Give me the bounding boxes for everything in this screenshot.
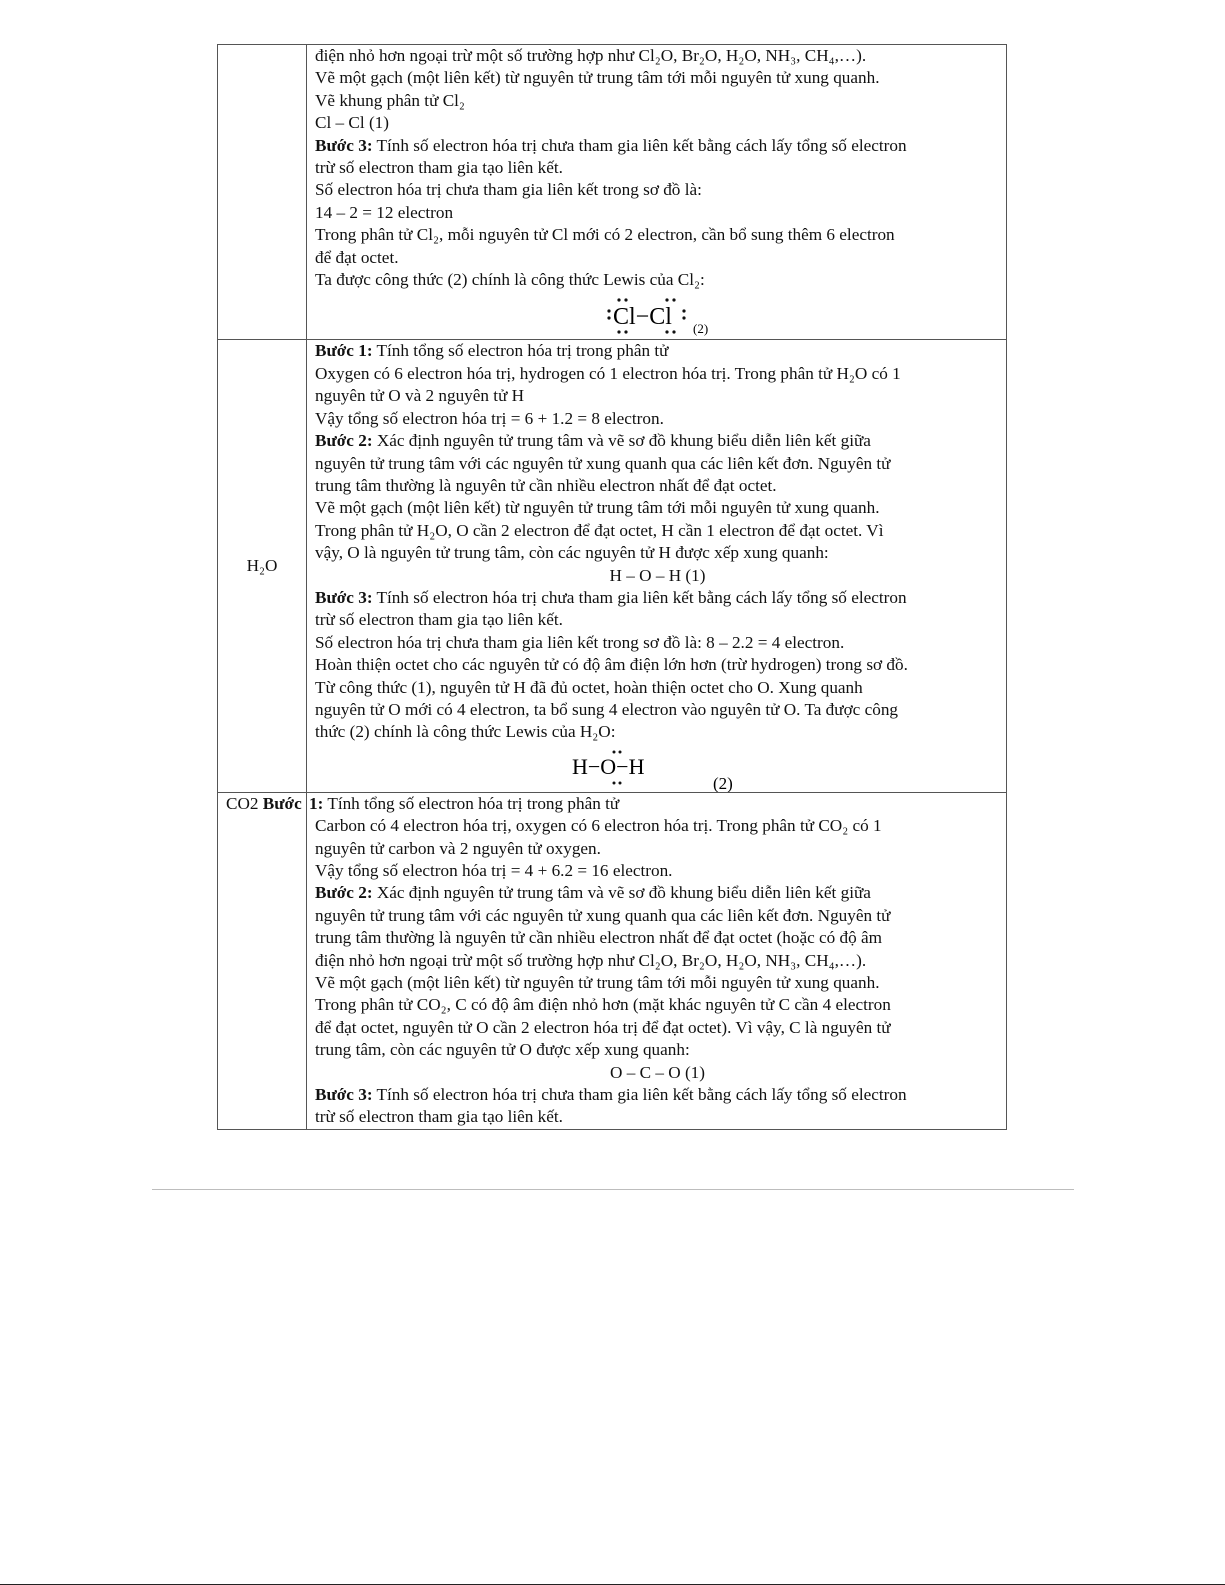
molecule-label: CO2: [226, 793, 259, 813]
text-line: Trong phân tử CO₂, C có độ âm điện nhỏ hơn (mặt khác nguyên tử C cần 4 electron: [315, 995, 891, 1015]
text-line: 14 – 2 = 12 electron: [315, 202, 454, 222]
lewis-h2o-drawing: [315, 744, 1075, 792]
formula-tag: (2): [713, 773, 733, 792]
text-line: trừ số electron tham gia tạo liên kết.: [315, 1107, 563, 1127]
lewis-structure-h2o: [315, 744, 1000, 792]
lone-pair-dot: [665, 299, 668, 302]
text-line: để đạt octet, nguyên tử O cần 2 electron hóa trị để đạt octet). Vì vậy, C là nguyên tử: [315, 1017, 891, 1037]
step-text: Tính số electron hóa trị chưa tham gia liên kết bằng cách lấy tổng số electron: [372, 1085, 907, 1105]
lone-pair-dot: [613, 750, 616, 753]
lone-pair-dot: [607, 317, 610, 320]
lone-pair-dot: [672, 331, 675, 334]
step-label: Bước 2:: [315, 431, 373, 451]
lone-pair-dot: [617, 331, 620, 334]
text-line: Trong phân tử H₂O, O cần 2 electron để đạt octet, H cần 1 electron để đạt octet. Vì: [315, 520, 884, 540]
text-line: Số electron hóa trị chưa tham gia liên kết trong sơ đồ là: 8 – 2.2 = 4 electron.: [315, 632, 845, 652]
step-1-line: [315, 340, 1000, 362]
lone-pair-dot: [607, 310, 610, 313]
text-line: trừ số electron tham gia tạo liên kết.: [315, 158, 563, 178]
table-row-cl2-continued: [218, 45, 1007, 340]
step-2-line: [315, 882, 1000, 904]
explanation-cell-cl2: [307, 45, 1007, 340]
step-text: Tính số electron hóa trị chưa tham gia liên kết bằng cách lấy tổng số electron: [372, 587, 907, 607]
lone-pair-dot: [682, 317, 685, 320]
text-line: Vẽ một gạch (một liên kết) từ nguyên tử trung tâm tới mỗi nguyên tử xung quanh.: [315, 498, 880, 518]
step-3-line: [315, 1084, 1000, 1106]
step-3-line: [315, 135, 1000, 157]
text-line: trừ số electron tham gia tạo liên kết.: [315, 610, 563, 630]
lone-pair-dot: [617, 299, 620, 302]
molecule-cell-co2: [218, 792, 307, 1129]
step-text: Tính số electron hóa trị chưa tham gia liên kết bằng cách lấy tổng số electron: [372, 135, 907, 155]
text-line: Số electron hóa trị chưa tham gia liên kết trong sơ đồ là:: [315, 180, 702, 200]
step-label: Bước 3:: [315, 1085, 373, 1105]
text-line: Vẽ một gạch (một liên kết) từ nguyên tử trung tâm tới mỗi nguyên tử xung quanh.: [315, 68, 880, 88]
step-1-line: [309, 793, 1000, 815]
text-line: Vẽ khung phân tử Cl₂: [315, 90, 465, 110]
text-line: Oxygen có 6 electron hóa trị, hydrogen có 1 electron hóa trị. Trong phân tử H₂O có 1: [315, 363, 901, 383]
molecule-cell-h2o: [218, 340, 307, 792]
step-label: Bước 1:: [315, 341, 373, 361]
text-line: trung tâm, còn các nguyên tử O được xếp xung quanh:: [315, 1040, 690, 1060]
text-line: điện nhỏ hơn ngoại trừ một số trường hợp như Cl₂O, Br₂O, H₂O, NH₃, CH₄,…).: [315, 46, 867, 65]
text-line: Từ công thức (1), nguyên tử H đã đủ octet, hoàn thiện octet cho O. Xung quanh: [315, 677, 863, 697]
step-2-line: [315, 430, 1000, 452]
text-line: nguyên tử O và 2 nguyên tử H: [315, 386, 525, 406]
lone-pair-dot: [624, 331, 627, 334]
step-text: Xác định nguyên tử trung tâm và vẽ sơ đồ khung biểu diễn liên kết giữa: [372, 431, 871, 451]
lone-pair-dot: [619, 750, 622, 753]
step-text: Tính tổng số electron hóa trị trong phân tử: [323, 793, 620, 813]
document-table-container: [217, 44, 1007, 1130]
co2-body: [309, 815, 1000, 1129]
text-line: Vậy tổng số electron hóa trị = 4 + 6.2 = 16 electron.: [315, 861, 673, 880]
page-divider: [152, 1189, 1074, 1190]
lone-pair-dot: [672, 299, 675, 302]
lone-pair-dot: [613, 781, 616, 784]
text-line: nguyên tử carbon và 2 nguyên tử oxygen.: [315, 838, 601, 858]
lewis-cl2-drawing: [315, 291, 1075, 339]
lone-pair-dot: [624, 299, 627, 302]
text-line: điện nhỏ hơn ngoại trừ một số trường hợp như Cl₂O, Br₂O, H₂O, NH₃, CH₄,…).: [315, 950, 867, 970]
step-text: Xác định nguyên tử trung tâm và vẽ sơ đồ khung biểu diễn liên kết giữa: [372, 883, 871, 903]
table-row-h2o: [218, 340, 1007, 792]
lone-pair-dot: [665, 331, 668, 334]
lewis-formula: H−O−H: [572, 753, 645, 779]
step-3-line: [315, 587, 1000, 609]
molecule-label: H₂O: [246, 555, 278, 575]
step-label: Bước 3:: [315, 135, 373, 155]
text-line: trung tâm thường là nguyên tử cần nhiều electron nhất để đạt octet (hoặc có độ âm: [315, 928, 883, 948]
step-label: Bước 3:: [315, 587, 373, 607]
lewis-structure-cl2: [315, 291, 1000, 339]
step-text: Tính tổng số electron hóa trị trong phân tử: [372, 341, 669, 361]
lewis-structure-table: [217, 44, 1007, 1130]
skeleton-formula: H – O – H (1): [609, 565, 706, 585]
step-number: 1:: [309, 793, 324, 813]
text-line: thức (2) chính là công thức Lewis của H₂O:: [315, 722, 616, 742]
text-line: Ta được công thức (2) chính là công thức Lewis của Cl₂:: [315, 270, 705, 290]
step-label-overflow: Bước: [262, 793, 302, 813]
text-line: trung tâm thường là nguyên tử cần nhiều electron nhất để đạt octet.: [315, 475, 777, 495]
text-line: Hoàn thiện octet cho các nguyên tử có độ âm điện lớn hơn (trừ hydrogen) trong sơ đồ.: [315, 655, 908, 675]
molecule-cell-empty: [218, 45, 307, 340]
lone-pair-dot: [619, 781, 622, 784]
explanation-cell-co2: [307, 792, 1007, 1129]
step-label: Bước 2:: [315, 883, 373, 903]
text-line: để đạt octet.: [315, 247, 399, 267]
text-line: vậy, O là nguyên tử trung tâm, còn các nguyên tử H được xếp xung quanh:: [315, 543, 829, 563]
text-line: Cl – Cl (1): [315, 113, 390, 133]
text-line: Vẽ một gạch (một liên kết) từ nguyên tử trung tâm tới mỗi nguyên tử xung quanh.: [315, 973, 880, 993]
lone-pair-dot: [682, 310, 685, 313]
text-line: Carbon có 4 electron hóa trị, oxygen có 6 electron hóa trị. Trong phân tử CO₂ có 1: [315, 816, 882, 836]
explanation-cell-h2o: [307, 340, 1007, 792]
text-line: Trong phân tử Cl₂, mỗi nguyên tử Cl mới có 2 electron, cần bổ sung thêm 6 electron: [315, 225, 895, 245]
text-line: nguyên tử trung tâm với các nguyên tử xung quanh qua các liên kết đơn. Nguyên tử: [315, 905, 891, 925]
lewis-formula: Cl−Cl: [613, 304, 672, 331]
text-line: Vậy tổng số electron hóa trị = 6 + 1.2 = 8 electron.: [315, 408, 664, 428]
table-row-co2: [218, 792, 1007, 1129]
text-line: nguyên tử O mới có 4 electron, ta bổ sung 4 electron vào nguyên tử O. Ta được công: [315, 699, 899, 719]
text-line: nguyên tử trung tâm với các nguyên tử xung quanh qua các liên kết đơn. Nguyên tử: [315, 453, 891, 473]
skeleton-formula: O – C – O (1): [609, 1062, 705, 1082]
formula-tag: (2): [693, 321, 709, 337]
